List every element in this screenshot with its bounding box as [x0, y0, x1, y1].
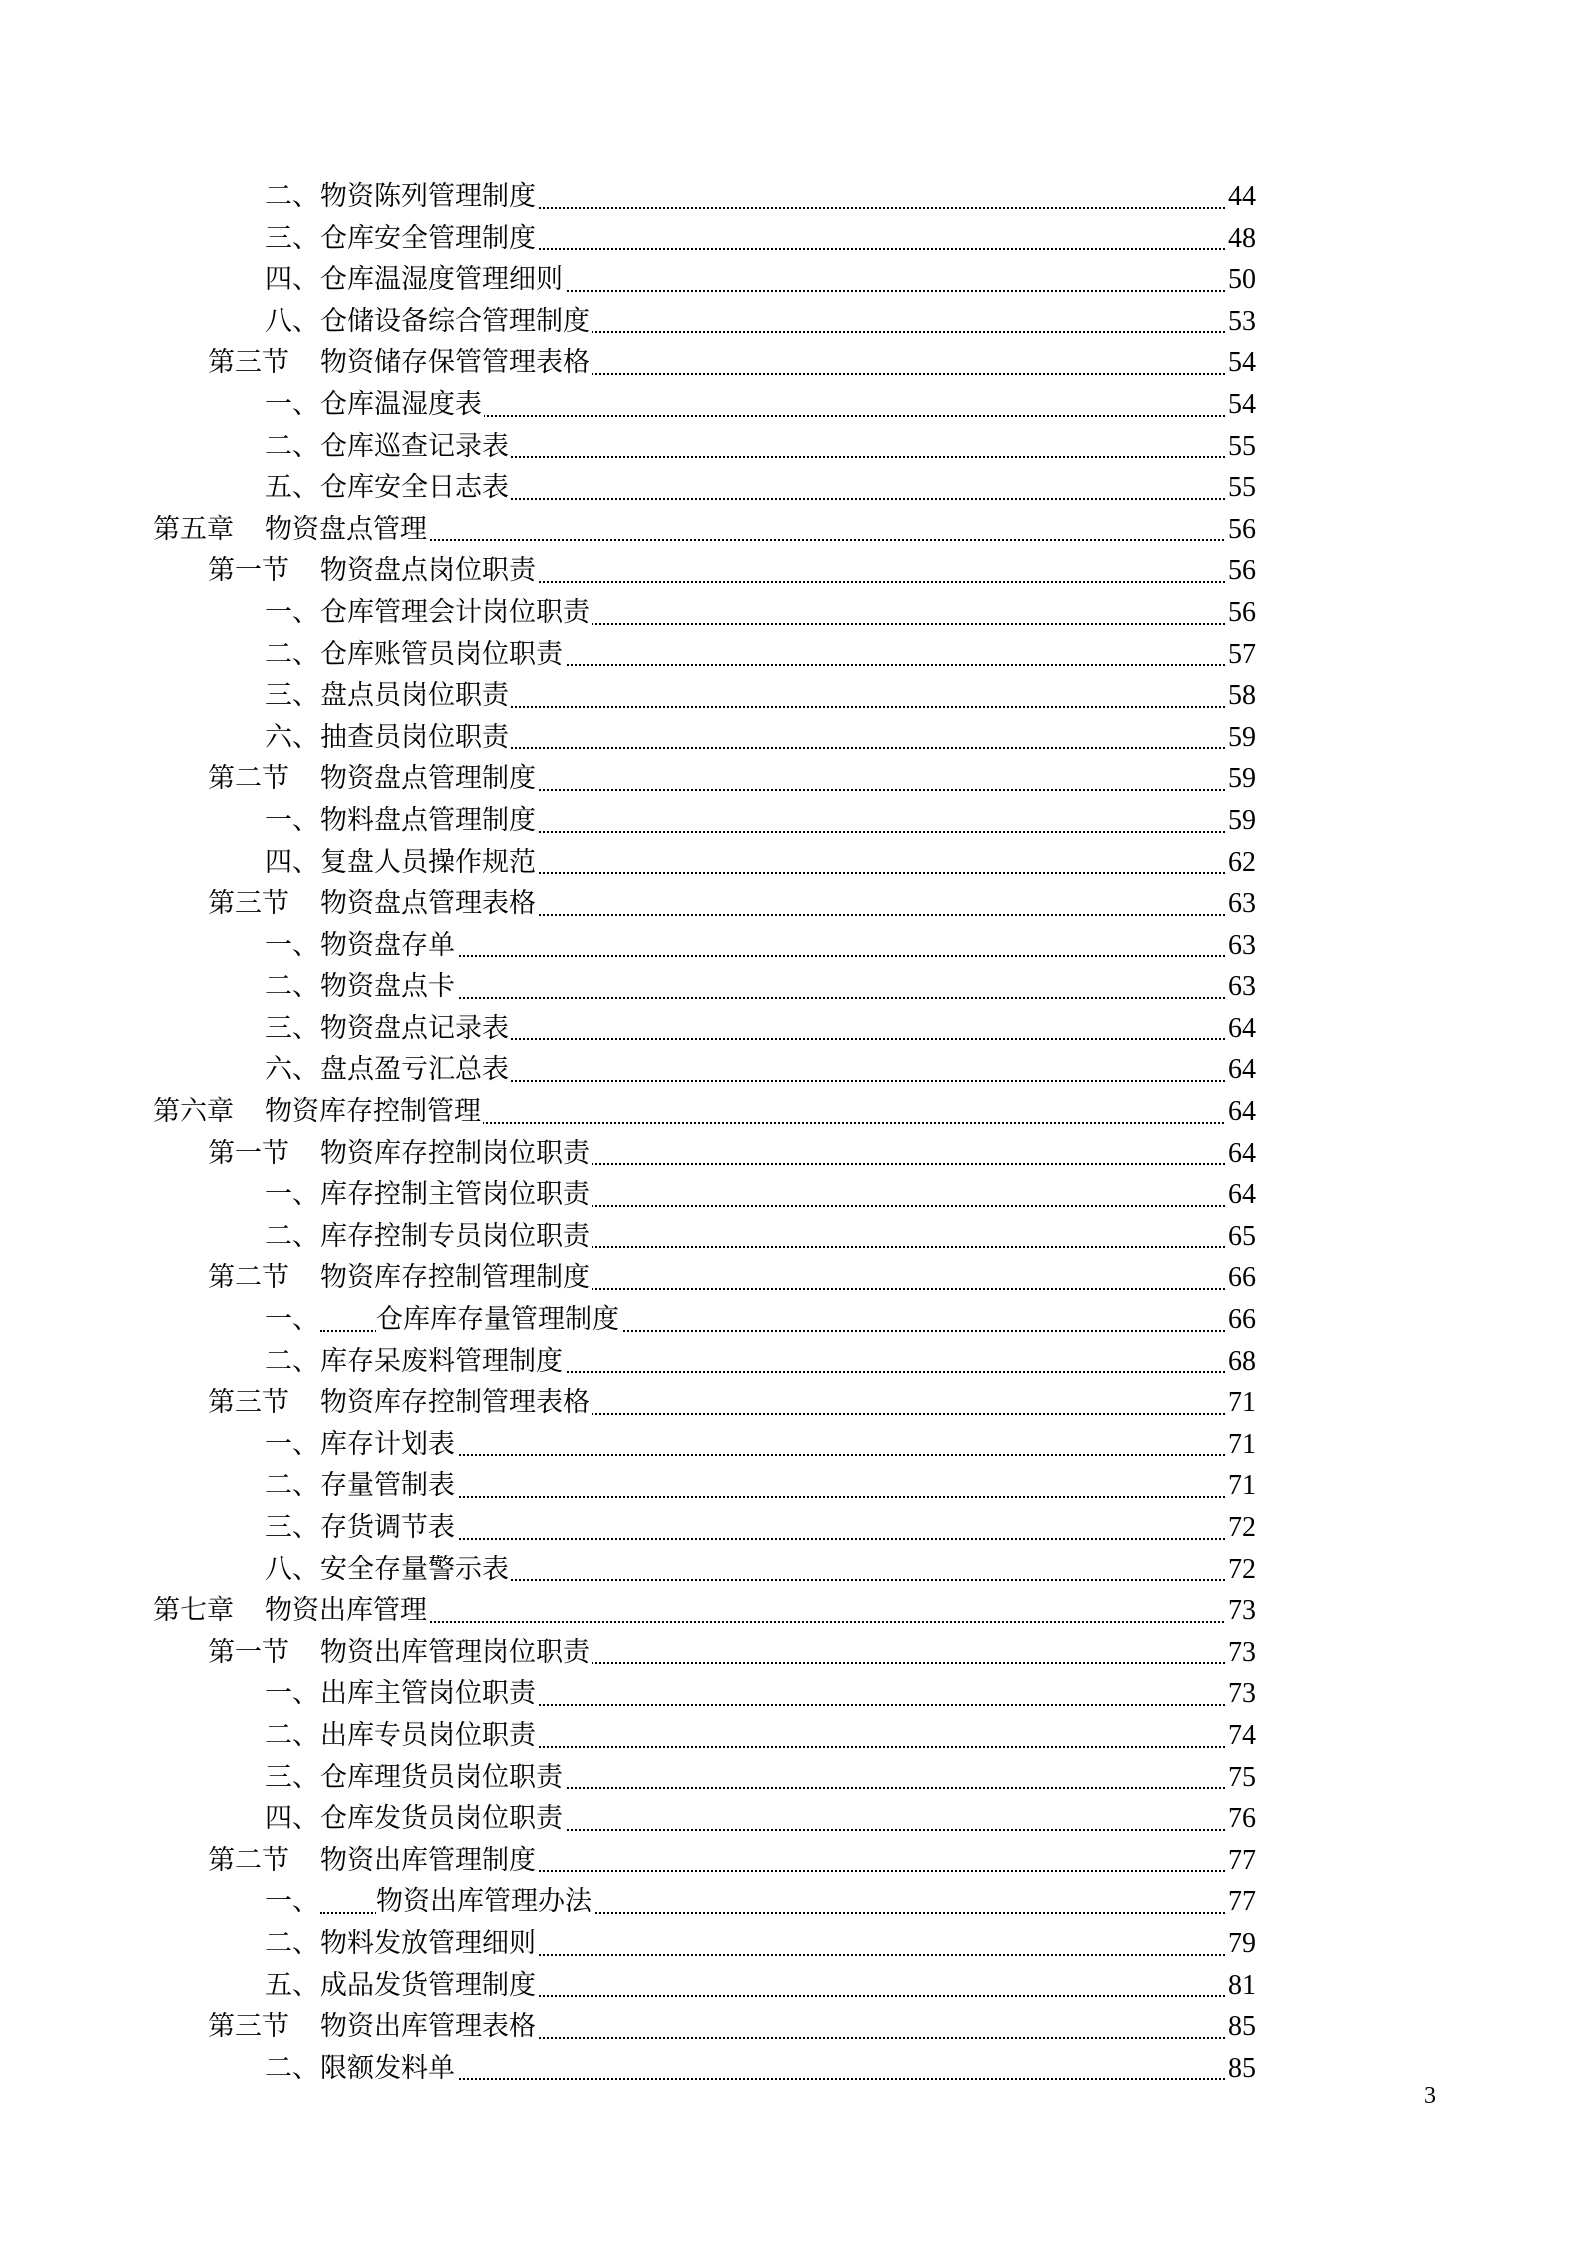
toc-entry-number: 第一节: [208, 1636, 289, 1668]
toc-entry-page: 56: [1225, 509, 1256, 551]
toc-chapter-entry[interactable]: [0, 509, 1587, 551]
toc-entry-number: 一、: [265, 1304, 319, 1336]
toc-item-entry[interactable]: [0, 384, 1587, 426]
toc-item-entry[interactable]: [0, 1299, 1587, 1341]
toc-section-entry[interactable]: [0, 2006, 1587, 2048]
toc-entry-title: 物资盘点管理: [265, 509, 429, 551]
toc-item-entry[interactable]: [0, 1507, 1587, 1549]
toc-entry-title: 库存控制主管岗位职责: [320, 1174, 592, 1216]
toc-entry-number: 三、: [265, 222, 319, 254]
toc-entry-number: 二、: [265, 971, 319, 1003]
toc-entry-number: 六、: [265, 721, 319, 753]
dot-leader: [320, 925, 1252, 967]
toc-entry-number: 三、: [265, 680, 319, 712]
page-number: 3: [1424, 2083, 1436, 2109]
toc-entry-page: 64: [1225, 1049, 1256, 1091]
toc-entry-page: 65: [1225, 1216, 1256, 1258]
toc-entry-title: 成品发货管理制度: [320, 1965, 538, 2007]
toc-entry-page: 73: [1225, 1632, 1256, 1674]
toc-item-entry[interactable]: [0, 218, 1587, 260]
toc-entry-title: 物资库存控制管理表格: [320, 1382, 592, 1424]
toc-entry-number: 第五章: [153, 513, 234, 545]
toc-entry-number: 第三节: [208, 2011, 289, 2043]
toc-item-entry[interactable]: [0, 592, 1587, 634]
toc-item-entry[interactable]: [0, 1881, 1587, 1923]
toc-entry-number: 八、: [265, 1553, 319, 1585]
toc-entry-title: 物资出库管理办法: [376, 1881, 594, 1923]
toc-entry-number: 一、: [265, 388, 319, 420]
toc-entry-number: 四、: [265, 264, 319, 296]
toc-entry-number: 一、: [265, 1428, 319, 1460]
toc-item-entry[interactable]: [0, 1008, 1587, 1050]
toc-entry-title: 物资库存控制管理: [265, 1091, 483, 1133]
toc-entry-number: 第七章: [153, 1595, 234, 1627]
toc-entry-number: 五、: [265, 472, 319, 504]
toc-item-entry[interactable]: [0, 1216, 1587, 1258]
toc-section-entry[interactable]: [0, 1133, 1587, 1175]
toc-entry-page: 71: [1225, 1382, 1256, 1424]
toc-entry-number: 第二节: [208, 1262, 289, 1294]
toc-entry-page: 73: [1225, 1590, 1256, 1632]
toc-entry-page: 64: [1225, 1174, 1256, 1216]
toc-entry-title: 仓库管理会计岗位职责: [320, 592, 592, 634]
toc-entry-title: 物资盘点管理表格: [320, 883, 538, 925]
toc-entry-page: 55: [1225, 467, 1256, 509]
toc-item-entry[interactable]: [0, 717, 1587, 759]
toc-entry-page: 54: [1225, 384, 1256, 426]
toc-entry-title: 物资盘点卡: [320, 966, 457, 1008]
toc-entry-title: 存量管制表: [320, 1465, 457, 1507]
toc-item-entry[interactable]: [0, 1549, 1587, 1591]
toc-section-entry[interactable]: [0, 1257, 1587, 1299]
toc-chapter-entry[interactable]: [0, 1091, 1587, 1133]
toc-entry-page: 63: [1225, 925, 1256, 967]
toc-entry-page: 85: [1225, 2048, 1256, 2090]
toc-entry-title: 库存控制专员岗位职责: [320, 1216, 592, 1258]
toc-section-entry[interactable]: [0, 883, 1587, 925]
table-of-contents: [0, 176, 1587, 2089]
toc-entry-number: 三、: [265, 1512, 319, 1543]
toc-entry-number: 一、: [265, 804, 319, 836]
toc-entry-page: 53: [1225, 301, 1256, 343]
toc-entry-page: 72: [1225, 1507, 1256, 1549]
toc-entry-number: 二、: [265, 1220, 319, 1252]
toc-item-entry[interactable]: [0, 1715, 1587, 1757]
toc-entry-title: 抽查员岗位职责: [320, 717, 511, 759]
toc-entry-title: 物料盘点管理制度: [320, 800, 538, 842]
toc-entry-page: 62: [1225, 842, 1256, 884]
toc-entry-page: 66: [1225, 1257, 1256, 1299]
toc-item-entry[interactable]: [0, 1465, 1587, 1507]
dot-leader: [320, 1465, 1252, 1507]
toc-entry-title: 仓库温湿度表: [320, 384, 484, 426]
toc-entry-page: 63: [1225, 966, 1256, 1008]
toc-entry-title: 出库专员岗位职责: [320, 1715, 538, 1757]
toc-entry-page: 50: [1225, 259, 1256, 301]
toc-entry-number: 第三节: [208, 347, 289, 379]
toc-entry-number: 一、: [265, 596, 319, 628]
toc-entry-page: 48: [1225, 218, 1256, 260]
toc-item-entry[interactable]: [0, 925, 1587, 967]
toc-entry-number: 一、: [265, 1886, 319, 1918]
toc-entry-number: 一、: [265, 929, 319, 961]
toc-entry-title: 库存呆废料管理制度: [320, 1341, 565, 1383]
toc-entry-page: 55: [1225, 426, 1256, 468]
toc-entry-title: 物资库存控制岗位职责: [320, 1133, 592, 1175]
toc-entry-title: 物料发放管理细则: [320, 1923, 538, 1965]
toc-entry-title: 物资储存保管管理表格: [320, 342, 592, 384]
toc-section-entry[interactable]: [0, 1632, 1587, 1674]
dot-leader: [320, 966, 1252, 1008]
toc-entry-title: 仓储设备综合管理制度: [320, 301, 592, 343]
toc-entry-number: 八、: [265, 305, 319, 337]
toc-entry-title: 物资陈列管理制度: [320, 176, 538, 218]
toc-entry-number: 第一节: [208, 555, 289, 587]
toc-entry-title: 限额发料单: [320, 2048, 457, 2090]
toc-entry-page: 81: [1225, 1965, 1256, 2007]
toc-entry-title: 安全存量警示表: [320, 1549, 511, 1591]
toc-entry-page: 79: [1225, 1923, 1256, 1965]
dot-leader: [320, 1507, 1252, 1549]
toc-item-entry[interactable]: [0, 966, 1587, 1008]
toc-entry-title: 物资出库管理制度: [320, 1840, 538, 1882]
toc-entry-page: 73: [1225, 1673, 1256, 1715]
toc-item-entry[interactable]: [0, 259, 1587, 301]
toc-entry-title: 库存计划表: [320, 1424, 457, 1466]
toc-entry-page: 56: [1225, 592, 1256, 634]
toc-section-entry[interactable]: [0, 550, 1587, 592]
toc-entry-title: 物资盘点岗位职责: [320, 550, 538, 592]
toc-item-entry[interactable]: [0, 1341, 1587, 1383]
toc-item-entry[interactable]: [0, 842, 1587, 884]
toc-section-entry[interactable]: [0, 758, 1587, 800]
toc-entry-page: 56: [1225, 550, 1256, 592]
toc-chapter-entry[interactable]: [0, 1590, 1587, 1632]
toc-entry-number: 一、: [265, 1179, 319, 1211]
toc-entry-title: 物资库存控制管理制度: [320, 1257, 592, 1299]
toc-entry-number: 五、: [265, 1969, 319, 2001]
toc-entry-page: 85: [1225, 2006, 1256, 2048]
toc-entry-page: 57: [1225, 634, 1256, 676]
toc-entry-number: 二、: [265, 1345, 319, 1377]
toc-item-entry[interactable]: [0, 1965, 1587, 2007]
toc-entry-title: 仓库安全管理制度: [320, 218, 538, 260]
toc-entry-number: 一、: [265, 1678, 319, 1710]
toc-entry-page: 44: [1225, 176, 1256, 218]
toc-entry-number: 二、: [265, 1927, 319, 1959]
toc-entry-page: 75: [1225, 1757, 1256, 1799]
toc-entry-title: 物资出库管理岗位职责: [320, 1632, 592, 1674]
toc-entry-number: 四、: [265, 1803, 319, 1835]
toc-item-entry[interactable]: [0, 301, 1587, 343]
toc-item-entry[interactable]: [0, 426, 1587, 468]
toc-entry-number: 第六章: [153, 1096, 234, 1128]
toc-entry-number: 二、: [265, 638, 319, 670]
toc-item-entry[interactable]: [0, 675, 1587, 717]
toc-entry-page: 63: [1225, 883, 1256, 925]
toc-item-entry[interactable]: [0, 1673, 1587, 1715]
toc-entry-page: 71: [1225, 1465, 1256, 1507]
toc-entry-title: 仓库安全日志表: [320, 467, 511, 509]
toc-entry-page: 59: [1225, 800, 1256, 842]
toc-entry-title: 仓库理货员岗位职责: [320, 1757, 565, 1799]
toc-section-entry[interactable]: [0, 1840, 1587, 1882]
dot-leader: [320, 2048, 1252, 2090]
toc-item-entry[interactable]: [0, 1757, 1587, 1799]
toc-entry-page: 54: [1225, 342, 1256, 384]
toc-entry-title: 仓库温湿度管理细则: [320, 259, 565, 301]
toc-entry-number: 二、: [265, 1470, 319, 1502]
toc-entry-number: 第三节: [208, 1387, 289, 1419]
toc-entry-page: 59: [1225, 717, 1256, 759]
toc-entry-page: 66: [1225, 1299, 1256, 1341]
toc-entry-page: 68: [1225, 1341, 1256, 1383]
toc-entry-page: 64: [1225, 1008, 1256, 1050]
toc-entry-page: 71: [1225, 1424, 1256, 1466]
toc-entry-number: 四、: [265, 846, 319, 878]
toc-item-entry[interactable]: [0, 1798, 1587, 1840]
toc-item-entry[interactable]: [0, 1923, 1587, 1965]
toc-entry-title: 仓库发货员岗位职责: [320, 1798, 565, 1840]
toc-entry-title: 仓库巡查记录表: [320, 426, 511, 468]
toc-entry-title: 仓库账管员岗位职责: [320, 634, 565, 676]
toc-entry-page: 64: [1225, 1133, 1256, 1175]
toc-entry-page: 77: [1225, 1840, 1256, 1882]
toc-item-entry[interactable]: [0, 467, 1587, 509]
toc-item-entry[interactable]: [0, 1049, 1587, 1091]
toc-entry-page: 64: [1225, 1091, 1256, 1133]
toc-entry-title: 物资盘点管理制度: [320, 758, 538, 800]
toc-entry-number: 第二节: [208, 1844, 289, 1876]
toc-entry-page: 59: [1225, 758, 1256, 800]
toc-entry-number: 三、: [265, 1761, 319, 1793]
toc-item-entry[interactable]: [0, 1174, 1587, 1216]
toc-entry-number: 第二节: [208, 763, 289, 795]
toc-entry-title: 复盘人员操作规范: [320, 842, 538, 884]
toc-item-entry[interactable]: [0, 800, 1587, 842]
toc-entry-title: 盘点员岗位职责: [320, 675, 511, 717]
toc-entry-number: 三、: [265, 1012, 319, 1044]
toc-entry-page: 74: [1225, 1715, 1256, 1757]
toc-item-entry[interactable]: [0, 176, 1587, 218]
toc-entry-page: 58: [1225, 675, 1256, 717]
toc-item-entry[interactable]: [0, 634, 1587, 676]
toc-entry-number: 第一节: [208, 1137, 289, 1169]
toc-entry-number: 二、: [265, 181, 319, 212]
toc-entry-title: 物资盘点记录表: [320, 1008, 511, 1050]
toc-entry-title: 物资出库管理: [265, 1590, 429, 1632]
toc-entry-number: 六、: [265, 1054, 319, 1086]
toc-entry-number: 二、: [265, 2052, 319, 2084]
toc-entry-title: 出库主管岗位职责: [320, 1673, 538, 1715]
dot-leader: [320, 1424, 1252, 1466]
toc-item-entry[interactable]: [0, 2048, 1587, 2090]
toc-section-entry[interactable]: [0, 342, 1587, 384]
toc-entry-number: 二、: [265, 1719, 319, 1751]
toc-item-entry[interactable]: [0, 1424, 1587, 1466]
toc-section-entry[interactable]: [0, 1382, 1587, 1424]
toc-entry-page: 72: [1225, 1549, 1256, 1591]
toc-entry-title: 物资出库管理表格: [320, 2006, 538, 2048]
toc-entry-title: 存货调节表: [320, 1507, 457, 1549]
toc-entry-title: 盘点盈亏汇总表: [320, 1049, 511, 1091]
toc-entry-page: 77: [1225, 1881, 1256, 1923]
toc-entry-page: 76: [1225, 1798, 1256, 1840]
toc-entry-number: 第三节: [208, 888, 289, 920]
toc-entry-title: 仓库库存量管理制度: [376, 1299, 621, 1341]
toc-entry-title: 物资盘存单: [320, 925, 457, 967]
toc-entry-number: 二、: [265, 430, 319, 462]
